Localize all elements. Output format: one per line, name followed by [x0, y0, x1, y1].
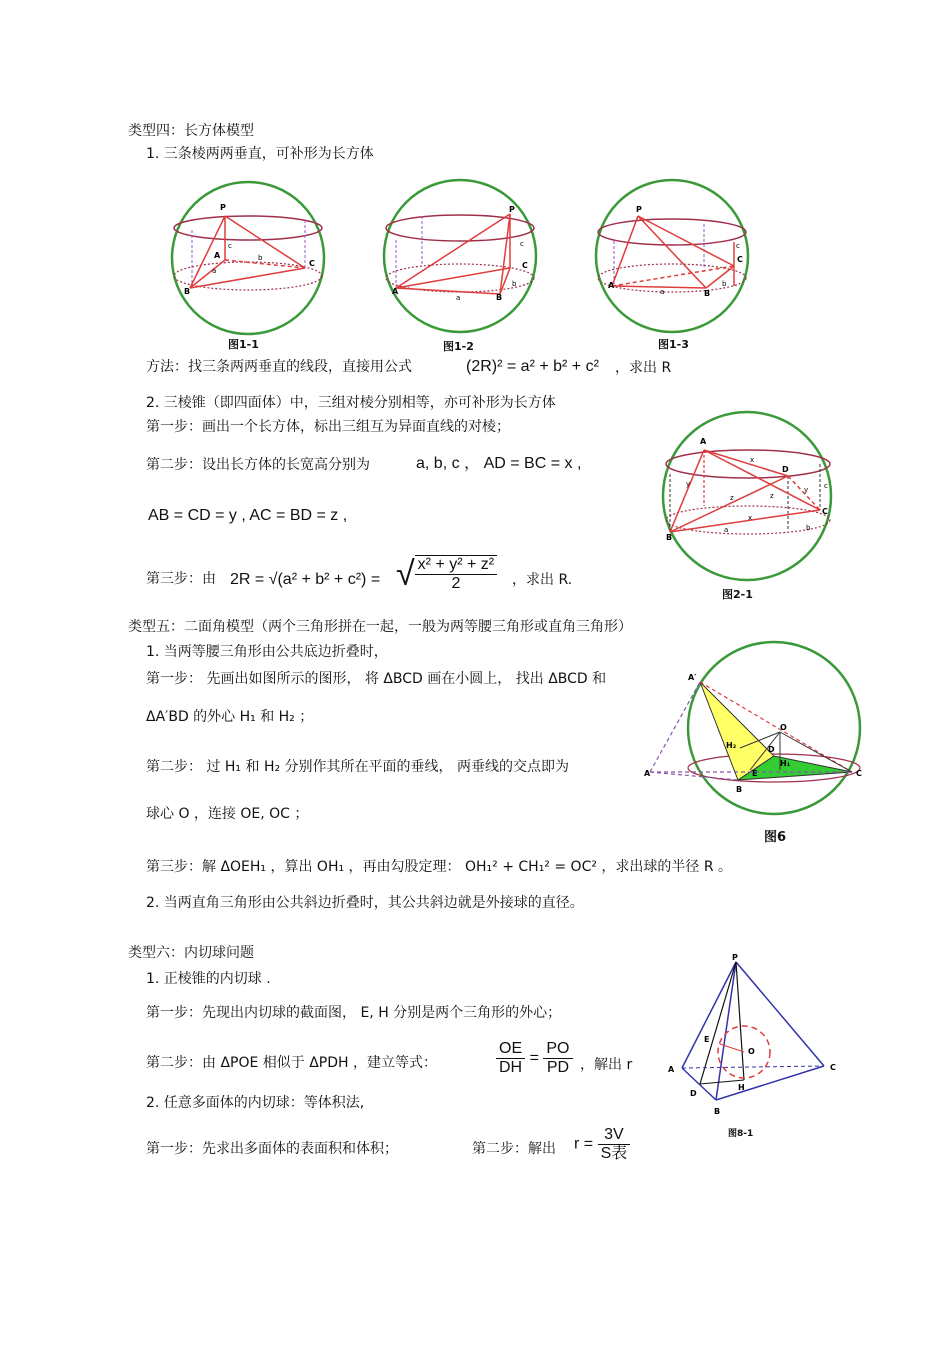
type4-step3-lhs: 2R = √(a² + b² + c²) = — [230, 571, 381, 588]
fig12-label-B: B — [496, 293, 503, 302]
type5-item1: 1. 当两等腰三角形由公共底边折叠时， — [146, 644, 388, 660]
type4-step1: 第一步：画出一个长方体，标出三组互为异面直线的对棱； — [146, 419, 510, 435]
fig11-label-A: A — [214, 251, 221, 260]
fig13-label-C: C — [737, 255, 743, 264]
caption-1-2: 图1-2 — [443, 340, 474, 353]
type4-item1: 1. 三条棱两两垂直，可补形为长方体 — [146, 146, 374, 162]
fig11-label-a: a — [212, 267, 217, 275]
fig11-label-P: P — [220, 203, 226, 212]
fig11-label-C: C — [309, 259, 315, 268]
type4-method-tail: ，求出 R — [615, 360, 672, 376]
step3-denominator: 2 — [451, 575, 461, 592]
ratio-left-den: DH — [499, 1059, 523, 1076]
fig12-label-a: a — [456, 294, 461, 302]
fig12-label-A: A — [392, 287, 399, 296]
type6-heading: 类型六：内切球问题 — [128, 945, 254, 961]
fig13-label-c: c — [736, 242, 740, 250]
caption-2-1: 图2-1 — [722, 588, 753, 601]
fig11-label-c: c — [228, 242, 232, 250]
fig81-label-D: D — [690, 1089, 697, 1098]
fig13-label-a: a — [660, 288, 665, 296]
type4-step3-fraction: √ $\frac{\text{x² + y² + z²}}{2}$ — [396, 552, 497, 604]
fig21-label-b: b — [806, 524, 811, 532]
figure-1-3 — [594, 176, 754, 336]
type4-step3-tail: ，求出 R. — [512, 572, 573, 588]
type4-step2-math: a, b, c ， AD = BC = x , — [416, 455, 582, 472]
type6-step2-label: 第二步：由 ΔPOE 相似于 ΔPDH ，建立等式： — [146, 1055, 438, 1071]
fig21-label-B: B — [666, 533, 673, 542]
r-numerator: 3V — [598, 1126, 631, 1145]
fig6-label-A: A — [644, 769, 651, 778]
fig6-label-A1: A′ — [688, 673, 697, 682]
fig81-label-C: C — [830, 1063, 836, 1072]
fig12-label-b: b — [512, 280, 517, 288]
type5-step2b: 球心 O ，连接 OE, OC ； — [146, 806, 309, 822]
figure-1-1 — [170, 180, 330, 340]
type5-item2: 2. 当两直角三角形由公共斜边折叠时，其公共斜边就是外接球的直径。 — [146, 895, 584, 911]
fig6-label-H1: H₁ — [780, 759, 791, 768]
fig6-label-B: B — [736, 785, 743, 794]
type4-method-formula: (2R)² = a² + b² + c² — [466, 358, 599, 375]
fig81-label-A: A — [668, 1065, 675, 1074]
caption-1-1: 图1-1 — [228, 338, 259, 351]
type4-item2: 2. 三棱锥（即四面体）中，三组对棱分别相等，亦可补形为长方体 — [146, 395, 556, 411]
figure-2-1 — [660, 410, 836, 582]
type6-step1: 第一步：先现出内切球的截面图， E, H 分别是两个三角形的外心； — [146, 1005, 562, 1021]
type4-step2-math2: AB = CD = y , AC = BD = z , — [148, 507, 348, 524]
type5-step3: 第三步：解 ΔOEH₁ ，算出 OH₁ ，再由勾股定理： OH₁² + CH₁² = OC² ，求出球的半径 R 。 — [146, 859, 733, 875]
step3-numerator: x² + y² + z² — [415, 556, 497, 575]
type6-r-formula — [574, 1126, 630, 1163]
caption-1-3: 图1-3 — [658, 338, 689, 351]
fig21-label-C: C — [822, 507, 828, 516]
type6-item2: 2. 任意多面体的内切球：等体积法, — [146, 1095, 365, 1111]
fig21-label-y2: y — [804, 486, 809, 494]
type4-heading: 类型四：长方体模型 — [128, 123, 254, 139]
fig11-label-b: b — [258, 254, 263, 262]
fig6-label-H2: H₂ — [726, 741, 737, 750]
ratio-right-num: PO — [543, 1040, 572, 1059]
fig21-label-c: c — [824, 482, 828, 490]
type4-method-label: 方法：找三条两两垂直的线段，直接用公式 — [146, 359, 412, 375]
type4-step3-label: 第三步：由 — [146, 571, 216, 587]
fig21-label-D: D — [782, 465, 789, 474]
ratio-right-den: PD — [546, 1059, 570, 1076]
fig21-label-z1: z — [730, 494, 734, 502]
fig12-label-c: c — [520, 240, 524, 248]
fig12-label-C: C — [522, 261, 528, 270]
figure-1-2 — [382, 176, 542, 336]
fig6-label-D: D — [768, 745, 775, 754]
fig21-label-z2: z — [770, 492, 774, 500]
fig21-label-a: a — [724, 526, 729, 534]
type6-ratio: $\frac{OE}{DH}$ = $\frac{PO}{PD}$ — [496, 1040, 573, 1077]
type5-heading: 类型五：二面角模型（两个三角形拼在一起，一般为两等腰三角形或直角三角形） — [128, 619, 632, 635]
caption-8-1: 图8-1 — [728, 1129, 754, 1139]
type5-step2a: 第二步： 过 H₁ 和 H₂ 分别作其所在平面的垂线， 两垂线的交点即为 — [146, 759, 569, 775]
type4-step2-label: 第二步：设出长方体的长宽高分别为 — [146, 457, 370, 473]
fig21-label-x2: x — [748, 514, 753, 522]
fig81-label-B: B — [714, 1107, 721, 1116]
type6-step2-tail: ，解出 r — [580, 1057, 633, 1073]
fig21-label-A: A — [700, 437, 707, 446]
type6-step-a: 第一步：先求出多面体的表面积和体积； — [146, 1141, 398, 1157]
ratio-left-num: OE — [496, 1040, 525, 1059]
fig13-label-B: B — [704, 289, 711, 298]
type5-step1a: 第一步： 先画出如图所示的图形， 将 ΔBCD 画在小圆上， 找出 ΔBCD 和 — [146, 671, 607, 687]
fig12-label-P: P — [509, 205, 515, 214]
fig21-label-x1: x — [750, 456, 755, 464]
figure-6 — [640, 640, 870, 822]
fig21-label-y1: y — [686, 480, 691, 488]
fig11-label-B: B — [184, 287, 191, 296]
type6-item1: 1. 正棱锥的内切球 . — [146, 971, 271, 987]
r-label: r = — [574, 1135, 594, 1153]
fig81-label-E: E — [704, 1035, 710, 1044]
fig81-label-H: H — [738, 1083, 745, 1092]
type6-step-b: 第二步：解出 — [472, 1141, 556, 1157]
fig13-label-b: b — [722, 280, 727, 288]
fig6-label-O: O — [780, 723, 787, 732]
figure-8-1 — [664, 952, 848, 1122]
fig81-label-O: O — [748, 1047, 755, 1056]
caption-6: 图6 — [764, 830, 787, 845]
r-denominator: S表 — [600, 1145, 628, 1162]
type5-step1b: ΔA′BD 的外心 H₁ 和 H₂ ； — [146, 709, 314, 725]
fig81-label-P: P — [732, 953, 738, 962]
fig13-label-A: A — [608, 281, 615, 290]
fig6-label-C: C — [856, 769, 862, 778]
fig13-label-P: P — [636, 205, 642, 214]
fig6-label-E: E — [752, 769, 758, 778]
